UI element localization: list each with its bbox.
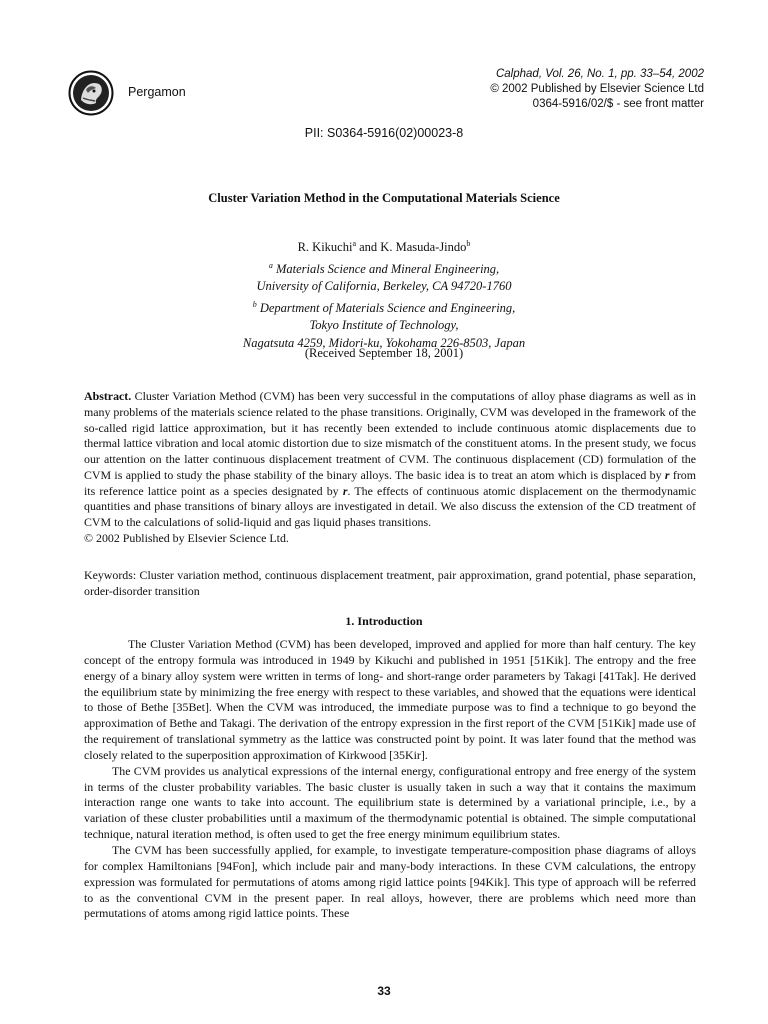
affiliation-b-institute: Tokyo Institute of Technology, bbox=[309, 318, 459, 333]
affiliation-b-address: Nagatsuta 4259, Midori-ku, Yokohama 226-8503, Japan bbox=[242, 335, 526, 350]
pii-identifier: PII: S0364-5916(02)00023-8 bbox=[304, 126, 464, 140]
pergamon-logo-icon bbox=[68, 70, 114, 116]
abstract-text: Abstract. Cluster Variation Method (CVM) has been very successful in the computations of alloy phase diagrams as well as in many problems of the materials science related to the phase transitions. Originally, CVM was developed in the framework of the so-called rigid lattice approximation, but it has recently been extended to include continuous atomic displacements due to thermal lattice vibration and local atomic distortion due to size mismatch of the constituent atoms. In the present study, we focus our attention on the latter continuous displacement treatment of CVM. The continuous displacement (CD) formulation of the CVM is applied to study the phase stability of the binary alloys. The basic idea is to treat an atom which is displaced by r from its reference lattice point as a species designated by r. The effects of continuous atomic displacement on the thermodynamic quantities and phase transitions of binary alloys are investigated in detail. We also discuss the extension of the CD treatment of CVM to the calculations of solid-liquid and gas liquid phases transitions. bbox=[84, 389, 696, 529]
affiliation-a: $^a$ Materials Science and Mineral Engineering, bbox=[268, 260, 500, 276]
author-names: R. Kikuchi$^a$ and K. Masuda-Jindo$^b$ bbox=[297, 239, 471, 255]
journal-citation: Calphad, Vol. 26, No. 1, pp. 33–54, 2002 bbox=[495, 68, 704, 80]
affiliation-b: $^b$ Department of Materials Science and Engineering, bbox=[252, 299, 516, 315]
abstract-copyright: © 2002 Published by Elsevier Science Ltd. bbox=[84, 530, 289, 545]
affiliation-a-address: University of California, Berkeley, CA 94720-1760 bbox=[256, 279, 512, 294]
copyright-line: © 2002 Published by Elsevier Science Ltd bbox=[490, 83, 704, 95]
keywords: Keywords: Cluster variation method, continuous displacement treatment, pair approximation, grand potential, phase separation, order-disorder transition bbox=[84, 568, 696, 598]
received-date: (Received September 18, 2001) bbox=[304, 346, 464, 360]
paragraph: The Cluster Variation Method (CVM) has been developed, improved and applied for more than half century. The key concept of the entropy formula was introduced in 1949 by Kikuchi and published in 1951 [51Kik]. The entropy and the free energy of a binary alloy system were written in terms of long- and short-range order parameters by Takagi [41Tak]. He derived the equilibrium state by minimizing the free energy with respect to these variables, and showed that the equations were identical to those of Bethe [35Bet]. When the CVM was introduced, the immediate purpose was to find a technique to go beyond the approximation of Bethe and Takagi. The derivation of the entropy expression in the first report of the CVM [51Kik] made use of the requirement of translational symmetry as the lattice was constructed point by point. It was later found that the method was closely related to the superposition approximation of Kirkwood [35Kir]. bbox=[84, 637, 696, 762]
author-block bbox=[0, 235, 768, 352]
abstract-label: Abstract. bbox=[84, 389, 132, 403]
publisher-name: Pergamon bbox=[128, 85, 186, 99]
paragraph: The CVM provides us analytical expressions of the internal energy, configurational entropy and free energy of the system in terms of the cluster probability variables. The basic cluster is usually taken in such a way that it contains the maximum interaction range one wants to take into account. The equilibrium state is determined by a variational principle, i.e., by a variation of these cluster probabilities until a maximum of the thermodynamic potential is obtained. The simple computational technique, natural iteration method, is often used to get the free energy minimum equilibrium states. bbox=[84, 763, 696, 842]
section-heading: 1. Introduction bbox=[345, 614, 423, 628]
page-number: 33 bbox=[377, 984, 391, 998]
paragraph: The CVM has been successfully applied, for example, to investigate temperature-composition phase diagrams of alloys for complex Hamiltonians [94Fon], which include pair and many-body interactions. In these CVM calculations, the entropy expression was formulated for permutations of atoms among rigid lattice points [94Kik]. This type of approach will be referred to as the conventional CVM in the present paper. In real alloys, however, there are problems which need more than permutations of atoms among rigid lattice points. These bbox=[84, 842, 696, 921]
issn-line: 0364-5916/02/$ - see front matter bbox=[532, 98, 704, 110]
journal-info bbox=[490, 67, 704, 112]
abstract bbox=[84, 389, 696, 547]
article-title: Cluster Variation Method in the Computational Materials Science bbox=[208, 191, 560, 205]
section-body bbox=[84, 637, 696, 922]
